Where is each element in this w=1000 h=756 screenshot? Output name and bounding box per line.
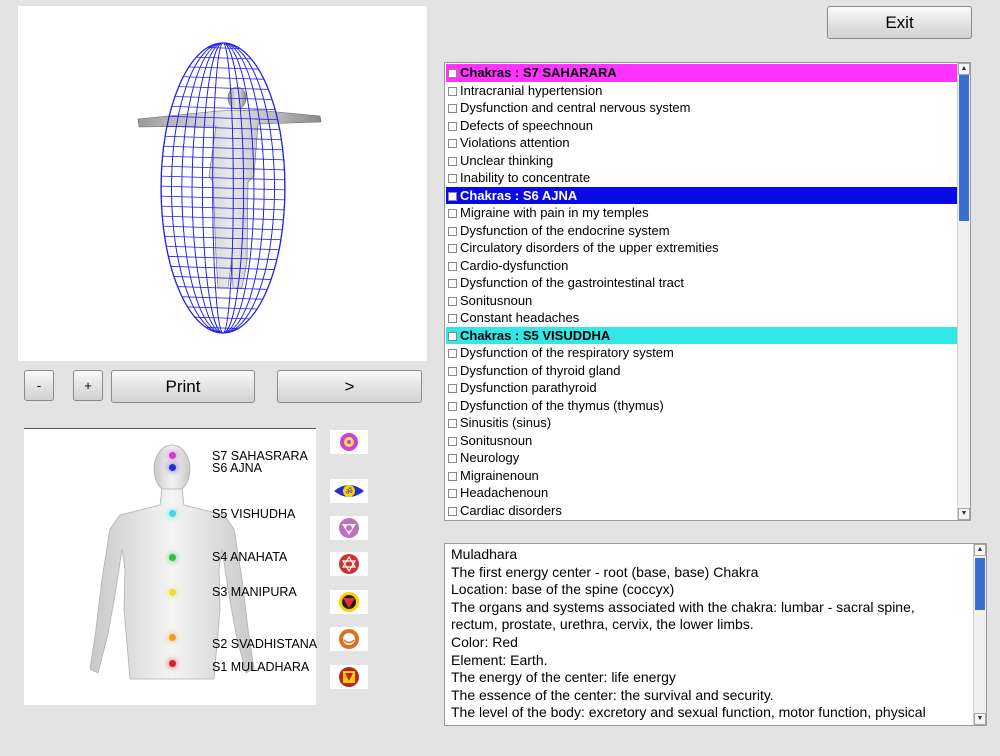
zoom-in-button[interactable]: + (73, 370, 103, 401)
symptom-label: Dysfunction of the thymus (thymus) (460, 397, 664, 413)
symptom-item[interactable] (446, 432, 959, 450)
chakra-label: S6 AJNA (212, 461, 263, 475)
symptom-checkbox[interactable] (448, 489, 457, 498)
symptom-item[interactable] (446, 134, 959, 152)
scroll-down-arrow-icon[interactable]: ▼ (974, 713, 986, 725)
chakra-label: S5 VISHUDHA (212, 507, 296, 521)
symptom-checkbox[interactable] (448, 157, 457, 166)
symptom-item[interactable] (446, 449, 959, 467)
symptom-label: Cardio-dysfunction (460, 257, 569, 273)
symptom-item[interactable] (446, 344, 959, 362)
symptom-item[interactable] (446, 274, 959, 292)
symptom-item[interactable] (446, 257, 959, 275)
symptom-label: Migrainenoun (460, 467, 539, 483)
scroll-down-arrow-icon[interactable]: ▼ (958, 508, 970, 520)
symptom-label: Circulatory disorders of the upper extremities (460, 240, 719, 255)
symptom-checkbox[interactable] (448, 104, 457, 113)
chakra-label: S3 MANIPURA (212, 585, 297, 599)
symptom-checkbox[interactable] (448, 297, 457, 306)
symptom-label: Constant headaches (460, 310, 580, 325)
description-line: Location: base of the spine (coccyx) (451, 581, 675, 598)
symptom-label: Dysfunction and central nervous system (460, 100, 691, 115)
chakra-label: S4 ANAHATA (212, 550, 288, 564)
symptom-checkbox[interactable] (448, 507, 457, 516)
chakra-point[interactable] (169, 510, 176, 517)
chakra-body-panel (24, 428, 316, 705)
wireframe-aura-model (18, 6, 427, 361)
symptom-checkbox[interactable] (448, 437, 457, 446)
symptom-checkbox[interactable] (448, 227, 457, 236)
symptom-checkbox[interactable] (448, 87, 457, 96)
symptom-item[interactable] (446, 397, 959, 415)
chakra-label: S1 MULADHARA (212, 660, 310, 674)
symptom-label: Sonitusnoun (460, 432, 533, 448)
anahata-icon[interactable] (330, 552, 368, 576)
exit-button[interactable]: Exit (827, 6, 972, 39)
symptom-checkbox[interactable] (448, 262, 457, 271)
scrollbar-thumb[interactable] (959, 75, 969, 221)
symptom-item[interactable] (446, 362, 959, 380)
symptom-list-scrollbar[interactable] (957, 63, 970, 520)
svadhisthana-icon[interactable] (330, 627, 368, 651)
chakra-point[interactable] (169, 554, 176, 561)
symptom-checkbox[interactable] (448, 367, 457, 376)
symptom-checkbox[interactable] (448, 209, 457, 218)
muladhara-icon[interactable] (330, 665, 368, 689)
symptom-label: Inability to concentrate (460, 170, 591, 185)
vishuddha-icon[interactable] (330, 516, 368, 540)
description-line: The essence of the center: the survival and security. (451, 686, 774, 703)
symptom-checkbox[interactable] (448, 402, 457, 411)
symptom-checkbox[interactable] (448, 349, 457, 358)
scrollbar-thumb[interactable] (975, 558, 985, 610)
description-line: The energy of the center: life energy (451, 669, 676, 686)
symptom-label: Headachenoun (460, 485, 549, 500)
symptom-item[interactable] (446, 117, 959, 135)
print-button[interactable]: Print (111, 370, 255, 403)
symptom-label: Dysfunction parathyroid (460, 380, 597, 395)
symptom-item[interactable] (446, 152, 959, 170)
scroll-up-arrow-icon[interactable]: ▲ (974, 544, 986, 556)
chakra-section-header[interactable] (446, 327, 959, 345)
symptom-item[interactable] (446, 379, 959, 397)
symptom-item[interactable] (446, 204, 959, 222)
chakra-section-header[interactable] (446, 187, 959, 205)
symptom-item[interactable] (446, 502, 959, 520)
symptom-item[interactable] (446, 292, 959, 310)
description-line: Color: Red (451, 633, 518, 650)
symptom-item[interactable] (446, 169, 959, 187)
symptom-label: Migraine with pain in my temples (460, 205, 649, 220)
symptom-list[interactable] (444, 62, 971, 521)
description-line: The organs and systems associated with the chakra: lumbar - sacral spine, (451, 598, 915, 615)
symptom-checkbox[interactable] (448, 174, 457, 183)
symptom-checkbox[interactable] (448, 122, 457, 131)
symptom-checkbox[interactable] (448, 69, 457, 78)
chakra-label: S7 SAHASRARA (212, 449, 308, 463)
chakra-description[interactable] (444, 543, 987, 726)
symptom-label: Cardiac disorders (460, 502, 562, 518)
symptom-item[interactable] (446, 239, 959, 257)
description-line: rectum, prostate, urethra, cervix, the lower limbs. (451, 616, 754, 633)
symptom-item[interactable] (446, 309, 959, 327)
model-viewer[interactable] (18, 6, 427, 361)
symptom-label: Neurology (460, 450, 520, 465)
symptom-item[interactable] (446, 82, 959, 100)
symptom-label: Dysfunction of the respiratory system (460, 345, 674, 360)
symptom-item[interactable] (446, 99, 959, 117)
symptom-checkbox[interactable] (448, 419, 457, 428)
description-scrollbar[interactable] (973, 544, 986, 725)
chakra-section-header[interactable] (446, 64, 959, 82)
description-line: The level of the body: excretory and sexual function, motor function, physical (451, 704, 926, 721)
symptom-label: Violations attention (460, 135, 570, 150)
description-line: Element: Earth. (451, 651, 548, 668)
symptom-checkbox[interactable] (448, 472, 457, 481)
symptom-checkbox[interactable] (448, 192, 457, 201)
symptom-item[interactable] (446, 222, 959, 240)
sahasrara-icon[interactable] (330, 430, 368, 454)
chakra-point[interactable] (169, 452, 176, 459)
symptom-label: Chakras : S6 AJNA (460, 187, 578, 203)
symptom-label: Unclear thinking (460, 152, 554, 168)
symptom-label: Dysfunction of thyroid gland (460, 362, 621, 378)
description-line: Muladhara (451, 546, 518, 562)
symptom-checkbox[interactable] (448, 384, 457, 393)
symptom-item[interactable] (446, 467, 959, 485)
scroll-up-arrow-icon[interactable]: ▲ (958, 63, 970, 75)
symptom-checkbox[interactable] (448, 139, 457, 148)
chakra-label: S2 SVADHISTANA (212, 637, 318, 651)
symptom-checkbox[interactable] (448, 314, 457, 323)
symptom-label: Chakras : S5 VISUDDHA (460, 327, 611, 343)
symptom-checkbox[interactable] (448, 279, 457, 288)
symptom-label: Dysfunction of the endocrine system (460, 222, 670, 238)
symptom-checkbox[interactable] (448, 244, 457, 253)
symptom-label: Sonitusnoun (460, 292, 533, 308)
symptom-label: Chakras : S7 SAHARARA (460, 65, 617, 80)
chakra-point[interactable] (169, 589, 176, 596)
zoom-out-button[interactable]: - (24, 370, 54, 401)
symptom-item[interactable] (446, 414, 959, 432)
symptom-label: Intracranial hypertension (460, 82, 603, 98)
chakra-point[interactable] (169, 660, 176, 667)
symptom-label: Defects of speechnoun (460, 117, 593, 133)
symptom-label: Dysfunction of the gastrointestinal tract (460, 275, 685, 290)
chakra-point[interactable] (169, 634, 176, 641)
symptom-checkbox[interactable] (448, 454, 457, 463)
symptom-item[interactable] (446, 484, 959, 502)
manipura-icon[interactable] (330, 590, 368, 614)
symptom-label: Sinusitis (sinus) (460, 415, 552, 430)
ajna-icon[interactable] (330, 479, 368, 503)
description-line: The first energy center - root (base, base) Chakra (451, 563, 759, 580)
symptom-checkbox[interactable] (448, 332, 457, 341)
svg-text:ॐ: ॐ (345, 487, 353, 496)
chakra-point[interactable] (169, 464, 176, 471)
next-button[interactable]: > (277, 370, 422, 403)
